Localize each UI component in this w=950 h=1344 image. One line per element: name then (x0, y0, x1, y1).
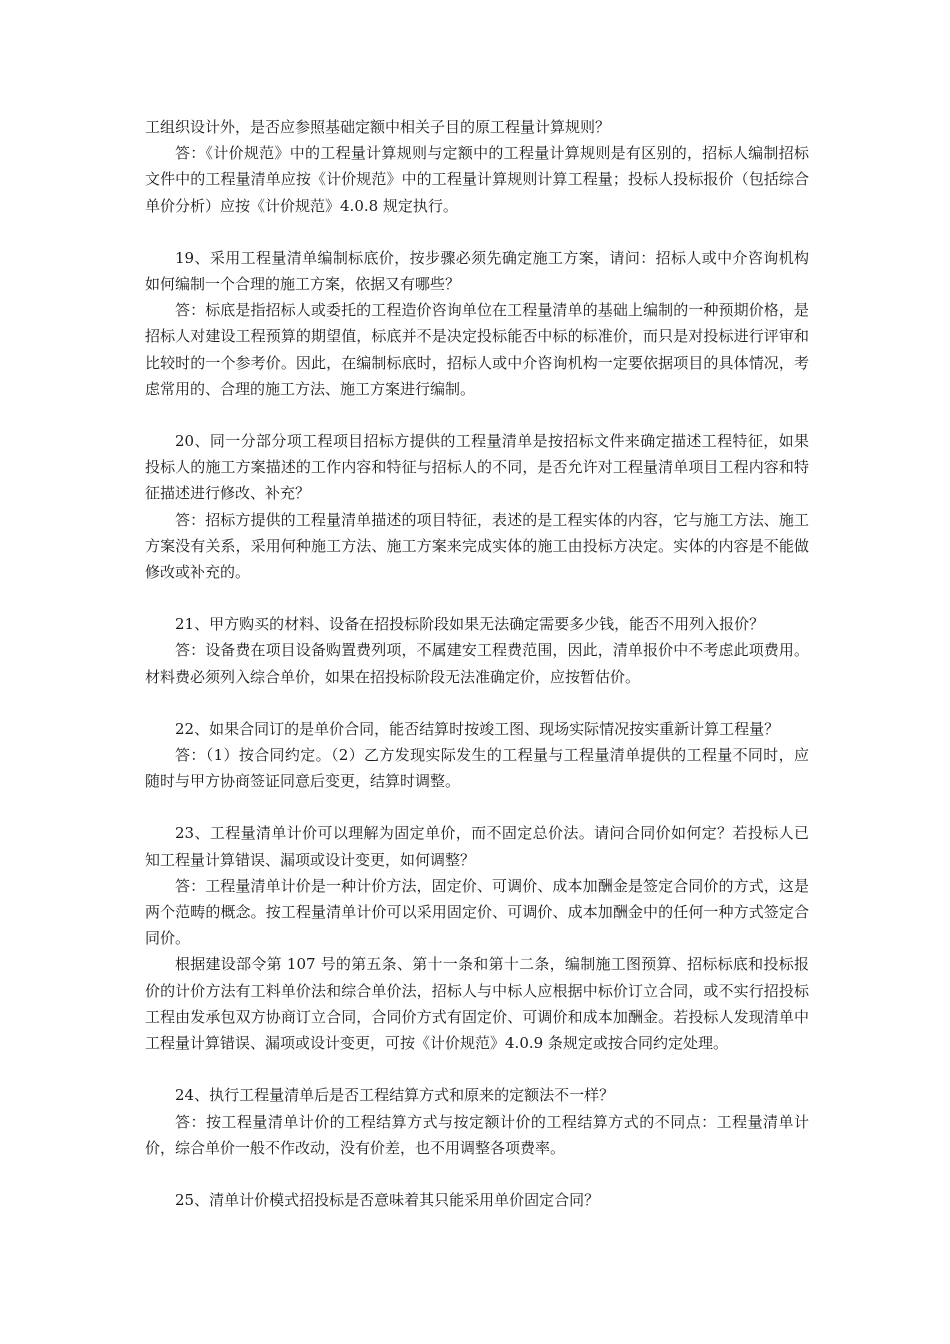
answer-22: 答：（1）按合同约定。（2）乙方发现实际发生的工程量与工程量清单提供的工程量不同时，应随时与甲方协商签证同意后变更，结算时调整。 (145, 746, 809, 791)
answer-20: 答：招标方提供的工程量清单描述的项目特征，表述的是工程实体的内容，它与施工方法、施工方案没有关系，采用何种施工方法、施工方案来完成实体的施工由投标方决定。实体的内容是不能做修改或补充的。 (145, 510, 809, 582)
question-25: 25、清单计价模式招投标是否意味着其只能采用单价固定合同？ (175, 1190, 600, 1209)
question-19: 19、采用工程量清单编制标底价，按步骤必须先确定施工方案，请问：招标人或中介咨询机构如何编制一个合理的施工方案，依据又有哪些？ (145, 248, 809, 294)
question-22: 22、如果合同订的是单价合同，能否结算时按竣工图、现场实际情况按实重新计算工程量？ (175, 719, 780, 738)
answer-19: 答：标底是指招标人或委托的工程造价咨询单位在工程量清单的基础上编制的一种预期价格，是招标人对建设工程预算的期望值，标底并不是决定投标能否中标的标准价，而只是对投标进行评审和比较时的一个参考价。因此，在编制标底时，招标人或中介咨询机构一定要依据项目的具体情况，考虑常用的、合理的施工方法、施工方案进行编制。 (145, 301, 809, 398)
question-24: 24、执行工程量清单后是否工程结算方式和原来的定额法不一样？ (175, 1086, 615, 1105)
document-page (145, 114, 809, 1213)
question-20: 20、同一分部分项工程项目招标方提供的工程量清单是按招标文件来确定描述工程特征，如果投标人的施工方案描述的工作内容和特征与招标人的不同，是否允许对工程量清单项目工程内容和特征描述进行修改、补充？ (145, 432, 809, 503)
answer-paragraph: 答：《计价规范》中的工程量计算规则与定额中的工程量计算规则是有区别的，招标人编制招标文件中的工程量清单应按《计价规范》中的工程量计算规则计算工程量；投标人投标报价（包括综合单价分析）应按《计价规范》4.0.8 规定执行。 (145, 144, 809, 215)
answer-23-continued: 根据建设部令第 107 号的第五条、第十一条和第十二条，编制施工图预算、招标标底和投标报价的计价方法有工料单价法和综合单价法，招标人与中标人应根据中标价订立合同，或不实行招投标工程由发承包双方协商订立合同，合同价方式有固定价、可调价和成本加酬金。若投标人发现清单中工程量计算错误、漏项或设计变更，可按《计价规范》4.0.9 条规定或按合同约定处理。 (145, 955, 809, 1053)
continuation-paragraph: 工组织设计外，是否应参照基础定额中相关子目的原工程量计算规则？ (145, 118, 611, 136)
answer-24: 答：按工程量清单计价的工程结算方式与按定额计价的工程结算方式的不同点：工程量清单计价，综合单价一般不作改动，没有价差，也不用调整各项费率。 (145, 1112, 809, 1157)
answer-21: 答：设备费在项目设备购置费列项，不属建安工程费范围，因此，清单报价中不考虑此项费用。材料费必须列入综合单价，如果在招投标阶段无法准确定价，应按暂估价。 (145, 641, 809, 686)
question-23: 23、工程量清单计价可以理解为固定单价，而不固定总价法。请问合同价如何定？若投标人已知工程量计算错误、漏项或设计变更，如何调整？ (145, 824, 809, 869)
question-21: 21、甲方购买的材料、设备在招投标阶段如果无法确定需要多少钱，能否不用列入报价？ (175, 615, 765, 634)
answer-23: 答：工程量清单计价是一种计价方法，固定价、可调价、成本加酬金是签定合同价的方式，这是两个范畴的概念。按工程量清单计价可以采用固定价、可调价、成本加酬金中的任何一种方式签定合同价。 (145, 876, 809, 948)
